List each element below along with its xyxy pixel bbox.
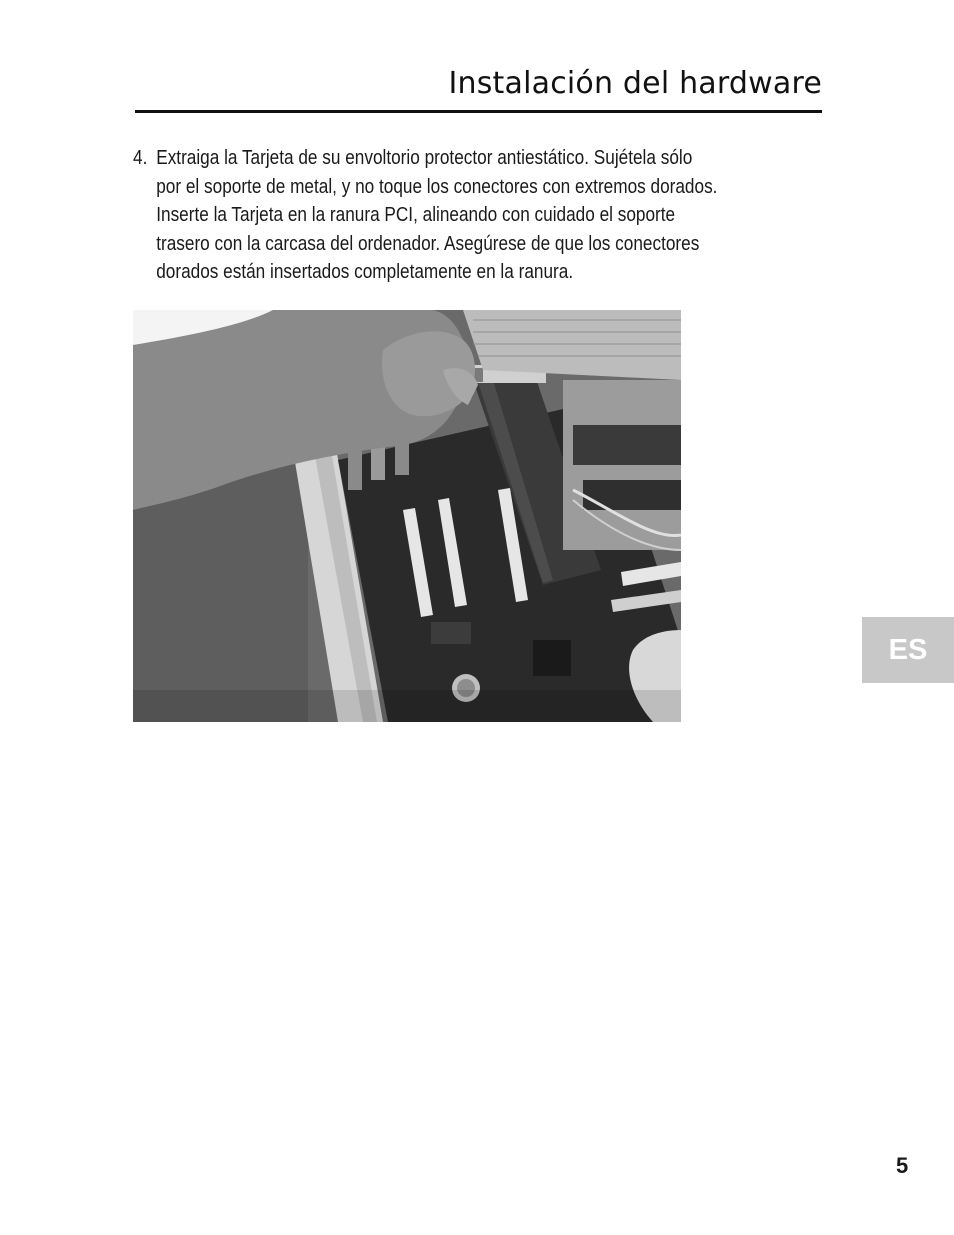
step-number: 4. <box>133 147 148 169</box>
language-tab-es <box>862 617 954 683</box>
card-installation-photo <box>133 310 681 722</box>
language-tab-label: ES <box>888 633 928 666</box>
step-text-line-1: Extraiga la Tarjeta de su envoltorio protector antiestático. Sujétela sólo <box>156 147 693 169</box>
step-text-line-4: trasero con la carcasa del ordenador. Asegúrese de que los conectores <box>156 232 700 255</box>
photo-illustration <box>133 310 681 722</box>
instruction-step <box>133 144 735 287</box>
step-text-line-2: por el soporte de metal, y no toque los conectores con extremos dorados. <box>156 175 718 198</box>
step-text-line-3: Inserte la Tarjeta en la ranura PCI, alineando con cuidado el soporte <box>156 204 676 226</box>
step-text-line-5: dorados están insertados completamente en la ranura. <box>156 261 574 283</box>
page-number: 5 <box>896 1153 909 1178</box>
header-rule <box>135 110 822 113</box>
page-header-title: Instalación del hardware <box>448 66 822 101</box>
